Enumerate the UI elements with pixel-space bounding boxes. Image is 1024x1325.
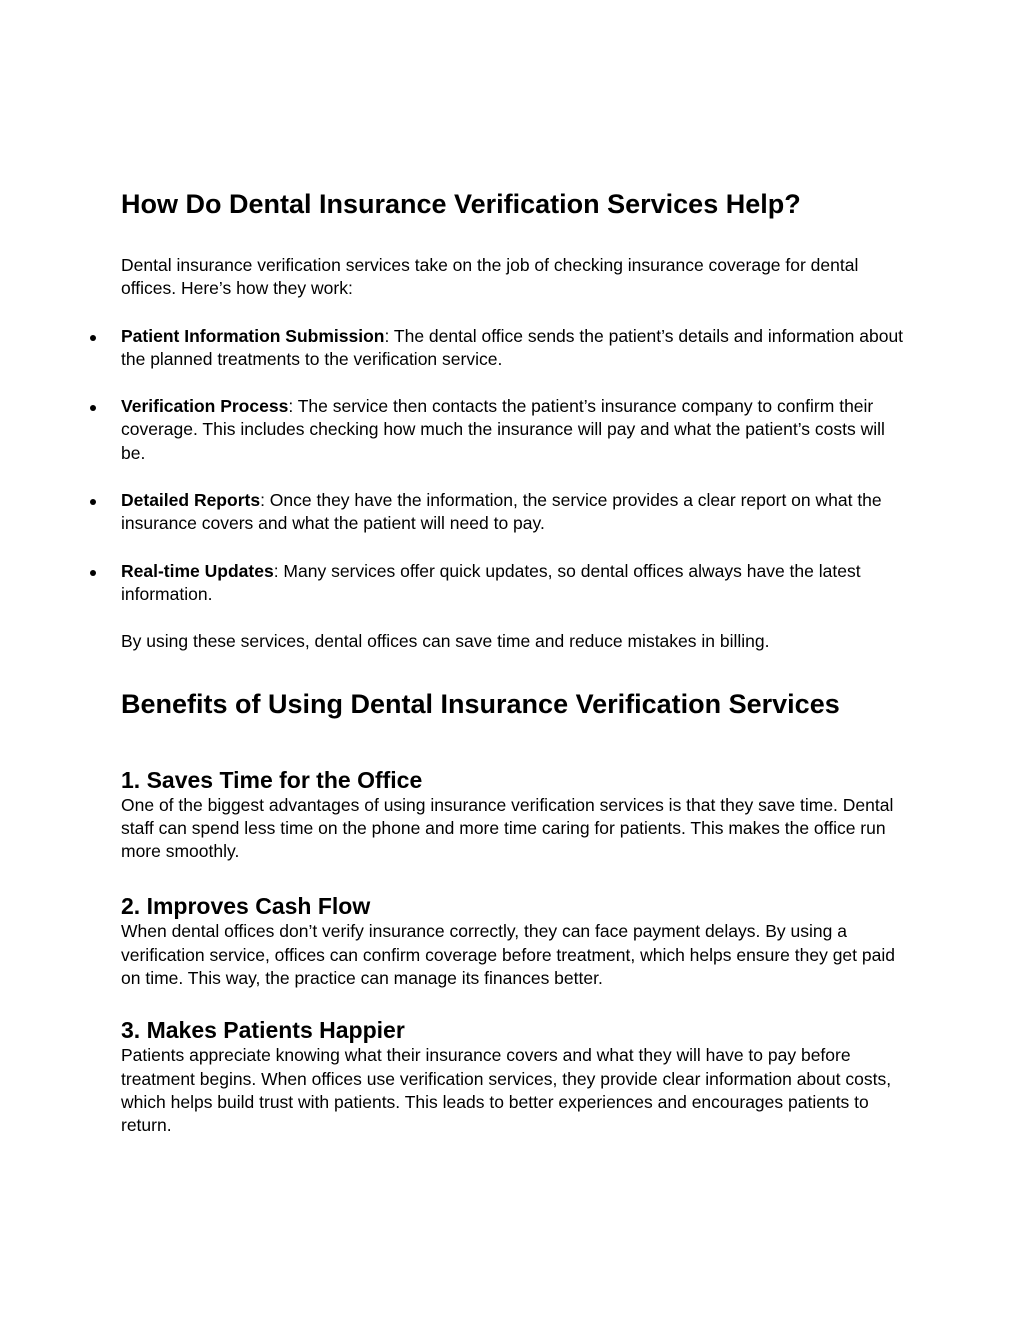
benefit-block xyxy=(121,1016,911,1137)
document-content xyxy=(121,186,911,1138)
benefit-block xyxy=(121,892,911,990)
bullet-icon xyxy=(90,405,96,411)
closing-paragraph: By using these services, dental offices can save time and reduce mistakes in billing. xyxy=(121,631,770,652)
benefit-title: 2. Improves Cash Flow xyxy=(121,893,371,920)
list-item-text: : The dental office sends the patient’s details and information about the planned treatments to the verification service. xyxy=(121,325,904,369)
list-item-text: : The service then contacts the patient’s insurance company to confirm their coverage. This includes checking how much the insurance will pay and what the patient’s costs will be. xyxy=(121,396,885,463)
list-item-term: Real-time Updates xyxy=(121,560,274,581)
list-item xyxy=(121,325,911,372)
list-item-text: : Many services offer quick updates, so dental offices always have the latest information. xyxy=(121,560,861,604)
process-list xyxy=(121,325,911,607)
benefit-block xyxy=(121,766,911,864)
section-heading-benefits: Benefits of Using Dental Insurance Verification Services xyxy=(121,688,840,719)
benefit-body: Patients appreciate knowing what their insurance covers and what they will have to pay before treatment begins. When offices use verification services, they provide clear information about costs, which helps build trust with patients. This leads to better experiences and encourages patients to return. xyxy=(121,1045,892,1136)
list-item-term: Patient Information Submission xyxy=(121,325,385,346)
benefit-title: 1. Saves Time for the Office xyxy=(121,766,423,793)
list-item xyxy=(121,489,911,536)
benefit-body: One of the biggest advantages of using insurance verification services is that they save time. Dental staff can spend less time on the phone and more time caring for patients. This makes the office run more smoothly. xyxy=(121,794,894,862)
benefit-title: 3. Makes Patients Happier xyxy=(121,1017,405,1044)
bullet-icon xyxy=(90,499,96,505)
list-item xyxy=(121,395,911,465)
list-item-term: Verification Process xyxy=(121,396,289,417)
list-item xyxy=(121,560,911,607)
bullet-icon xyxy=(90,335,96,341)
list-item-term: Detailed Reports xyxy=(121,490,261,511)
list-item-text: : Once they have the information, the service provides a clear report on what the insurance covers and what the patient will need to pay. xyxy=(121,490,882,534)
bullet-icon xyxy=(90,570,96,576)
benefit-body: When dental offices don’t verify insurance correctly, they can face payment delays. By using a verification service, offices can confirm coverage before treatment, which helps ensure they get paid on time. This way, the practice can manage its finances better. xyxy=(121,921,895,989)
section-heading-how-it-helps: How Do Dental Insurance Verification Services Help? xyxy=(121,189,801,219)
intro-paragraph: Dental insurance verification services take on the job of checking insurance coverage for dental offices. Here’s how they work: xyxy=(121,255,859,299)
